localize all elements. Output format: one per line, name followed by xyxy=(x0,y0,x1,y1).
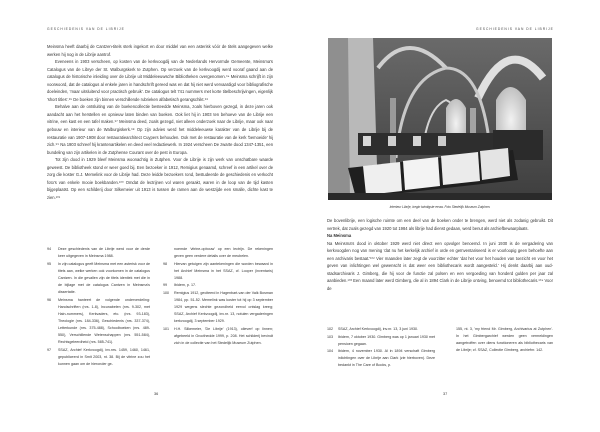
footnote-number: 102 xyxy=(327,327,334,331)
footnote-text: SSAZ, Archief Kerkvoogdij, inv.nrs. 1459, 1460, 1461, gepubliceerd in Smit 2003, nt. 38. Bij de vitrine zou het kunnen gaan om de hieronder ge- xyxy=(58,347,150,366)
running-head: GESCHIEDENIS VAN DE LIBRIJE xyxy=(476,27,554,31)
footnote-number: 99 xyxy=(163,283,168,288)
footnote-text: Ibidem, p. 17. xyxy=(174,283,197,288)
library-interior-photo-graphic xyxy=(328,38,552,200)
section-heading: Na Meinsma xyxy=(327,233,352,239)
footnote-number: 103 xyxy=(327,334,334,339)
running-head: GESCHIEDENIS VAN DE LIBRIJE xyxy=(47,27,125,31)
footnote-number: 101 xyxy=(163,327,170,332)
footnote xyxy=(327,348,435,369)
body-text xyxy=(47,43,273,201)
page-number: 37 xyxy=(443,392,448,396)
footnote-number: 96 xyxy=(47,297,52,302)
footnote xyxy=(47,261,150,296)
footnote xyxy=(163,282,273,289)
footnote xyxy=(327,326,435,333)
footnote-text: Ibidem, 4 november 1930. Al in 1894 verschaft Gimberg inlichtingen over de Librije aan Clark (zie hierboven). Deze bedankt in The Care of Books, p. xyxy=(338,349,435,368)
footnote-number: 98 xyxy=(163,261,168,266)
footnote-text: Hiervan getuigen zijn aantekeningen die worden bewaard in het Archief Meinsma in het SSAZ, cf. Looper (inventaris) 1988. xyxy=(174,261,273,280)
paragraph: Meinsma heeft daarbij de Cantzen-titels sterk ingekort en door middel van een asterisk vóór de titels aangegeven welke werken hij nog in de Librije aantrof. xyxy=(47,44,273,57)
footnotes-column-1 xyxy=(47,246,150,369)
footnote xyxy=(163,290,273,325)
footnote-number: 100 xyxy=(163,291,170,296)
library-interior-photo xyxy=(328,38,552,200)
footnotes-column-2 xyxy=(445,326,553,355)
footnote-text: noemde 'vitrine-opbouw' op een lectrijn. De rekeningen geven geen verdere details over de meubelen. xyxy=(174,247,273,259)
body-text xyxy=(327,217,553,292)
footnote xyxy=(47,347,150,368)
footnote-number: 95 xyxy=(47,261,52,266)
footnote-text: SSAZ, Archief Kerkvoogdij, inv.nr. 13, 3 juni 1930. xyxy=(338,327,419,331)
footnote xyxy=(327,334,435,348)
page-number: 36 xyxy=(154,392,159,396)
footnote-text: Ibidem, 7 oktober 1930. Gimberg was op 1 januari 1930 met pensioen gegaan. xyxy=(338,334,435,346)
paragraph: Na Meinsma's dood in oktober 1929 werd niet direct een opvolger benoemd. In juni 1930 is de vergadering van kerkvoogden nog van mening 'dat nu het kerkelijk archief in orde en geïnventariseerd is er voorloopig geen behoefte aan een archivaris bestaat.'¹⁰² Vier maanden later zegt de voorzitter echter 'dat het voor het houden van toezicht en voor het geven van inlichtingen wel gewenscht is dat weer een bibliothecaris wordt aangesteld.' Hij denkt daarbij aan oud-stadsarchivaris J. Gimberg, die hij voor de functie zal polsen en een vergoeding van honderd gulden per jaar zal aanbieden.¹⁰³ Een maand later werd Gimberg, die al in 1894 Clark in de Librije ontving, benoemd tot bibliothecaris.¹⁰⁴ Voor de xyxy=(327,240,553,291)
footnote xyxy=(47,297,150,347)
footnote-text: Meinsma hanteert de volgende onderverdeling: Handschriften (nrs. 1-8), Incunabelen (nrs. 9-302, met Hain-nummers), Kerkvaders, etc. (nrs. 93-183), Theologie (nrs. 184-336), Geschiedenis (nrs. 337-374), Letterkunde (nrs. 375-488), Schoolboeken (nrs. 489-550), Verschillende Wetenschappen (nrs. 551-584), Rechtsgeleerdheid (nrs. 585-741). xyxy=(58,297,150,345)
paragraph: Behalve aan de ontsluiting van de boekencollectie besteedde Meinsma, zoals hierboven gezegd, in deze jaren ook aandacht aan het herstellen en opnieuw laten binden van boeken. Ook liet hij in 1903 ten behoeve van de Librije een vitrine, een kast en een tafel maken.⁹⁷ Meinsma deed, zoals gezegd, niet alleen onderzoek naar de Librije, maar ook naar gebouw en interieur van de Walburgiskerk.⁹⁸ Op zijn advies werd het middeleeuwse karakter van de Librije bij de restauratie van 1907-1908 door restauratiearchitect Cuypers behouden. Ook met de restauratie van de kerk 'bemoeide' hij zich.⁹⁹ Na 1903 schreef hij krantenartikelen en deed veel redactiewerk. In 1924 verscheen De zwarte dood 1347-1351, een bundeling van zijn artikelen in de Zutphense Courant over de pest in Europa. xyxy=(47,104,273,155)
footnote xyxy=(163,261,273,282)
footnote xyxy=(445,326,553,354)
paragraph: Tot zijn dood in 1929 bleef Meinsma woonachtig in Zutphen. Voor de Librije is zijn werk van onschatbare waarde geweest. De bibliotheek stond er weer goed bij. Een bezoeker in 1912, Remigius genaamd, schreef in een artikel over de zorg die koster G.J. Memelink voor de Librije had. Deze leidde bezoekers rond, bestudeerde de geschiedenis en verkocht foto's van enkele mooie boekbanden.¹⁰⁰ Omdat de lectrijnen vol waren geraakt, waren in de loop van de tijd kasten bijgeplaatst. Op een schilderij door Silkemeier uit 1913 is tussen de ramen aan de westzijde een smalle, dichte kast te zien.¹⁰¹ xyxy=(47,157,273,200)
paragraph: De bovenlibrije, een logische ruimte om een deel van de boeken onder te brengen, werd niet als zodanig gebruikt. Dit vertrek, dat zoals gezegd van 1920 tot 1984 als librije had dienst gedaan, werd benut als archiefbewaarplaats. xyxy=(327,218,553,231)
right-page xyxy=(300,0,600,432)
footnote-number: 104 xyxy=(327,349,334,354)
footnote-text: In zijn catalogus geeft Meinsma met een asterisk voor de titels aan, welke werken ook voorkomen in de catalogus Cantzen. In die gevallen zijn de titels identiek met die in de bijlage met de catalogus Cantzen in Meinsma's dissertatie. xyxy=(58,261,150,295)
footnotes-column-1 xyxy=(327,326,435,370)
footnote-number: 97 xyxy=(47,347,52,352)
footnote xyxy=(47,246,150,260)
photo-caption: Interieur Librije, begin twintigste eeuw. Foto Stedelijk Museum Zutphen. xyxy=(389,205,491,209)
footnotes-column-2 xyxy=(163,246,273,348)
footnote xyxy=(163,326,273,347)
footnote-number: 94 xyxy=(47,247,52,251)
footnote-text: Deze geschiedenis van de Librije werd voor de derde keer uitgegeven in Meinsma 1988. xyxy=(58,247,150,259)
footnote-text: Remigius 1912, geciteerd in Hagenbart-van der Valk Bosman 1984, pp. 51-52. Memelink was koster tot hij op 3 september 1929 wegens slechte gezondheid eervol ontslag kreeg; SSAZ, Archief Kerkvoogdij, inv.nr. 13, notulen vergaderingen kerkvoogdij, 3 september 1929. xyxy=(174,291,273,324)
footnote xyxy=(163,246,273,260)
footnote-text: 155, nt. 3, 'my friend Mr. Gimberg, Archivarius at Zutphen'. In het Gimbergarchief werden geen vermeldingen aangetroffen over diens functioneren als bibliothecaris van de Librije; cf. SSAZ, Collectie Gimberg, archiefnr. 142. xyxy=(456,327,553,353)
footnote-text: H.H. Silkemeier, 'De Librije' (1913), olieverf op linnen; afgebeeld in Groothedde 1999, p. 208. Het schilderij bevindt zich in de collectie van het Stedelijk Museum Zutphen. xyxy=(174,327,273,346)
paragraph: Eveneens in 1903 verscheen, op kosten van de kerkvoogdij van de Nederlands Hervormde Gemeente, Meinsma's Catalogus van de Librye der St. Walburgskerk te Zutphen. Op verzoek van de kerkvoogdij werd vooraf gaand aan de catalogus de historische inleiding over de Librije uit Middeleeuwsche Bibliotheken overgenomen.⁹⁴ Meinsma schrijft in zijn voorwoord, dat de catalogus al enkele jaren in handschrift gereed was en dat hij niet werd vervaardigd voor bibliografische doeleinden, 'maar uitsluitend voor practisch gebruik'. De catalogus telt 741 nummers met korte titelbeschrijvingen, eigenlijk 'short titles'.⁹⁵ De boeken zijn binnen verschillende rubrieken alfabetisch gerangschikt.⁹⁶ xyxy=(47,59,273,102)
